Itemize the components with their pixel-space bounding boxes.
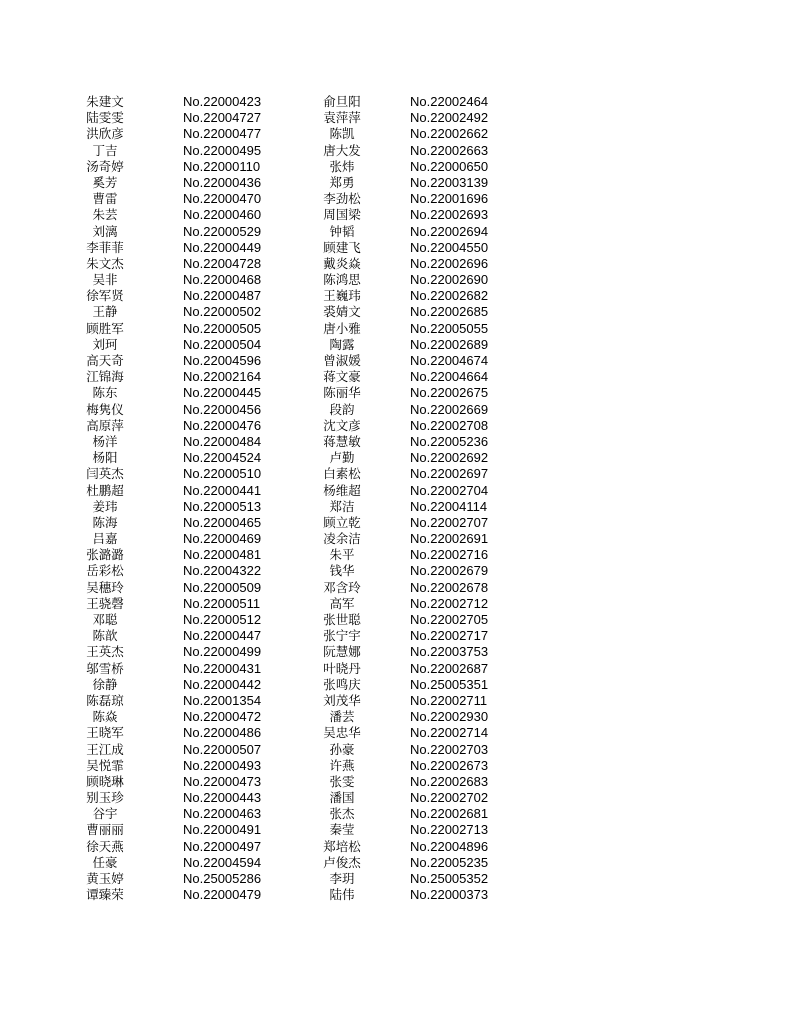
person-name-left: 奚芳	[92, 174, 118, 190]
person-name-left: 别玉珍	[86, 790, 124, 806]
member-number-left: No.22000473	[183, 773, 262, 789]
member-number-right: No.22002705	[410, 612, 489, 627]
table-row	[0, 563, 800, 579]
person-name-right: 白素松	[323, 466, 361, 482]
member-number-right: No.22002685	[410, 304, 489, 320]
member-number-right: No.22002717	[410, 628, 489, 644]
table-row	[0, 466, 800, 482]
member-number-right: No.22002692	[410, 450, 489, 466]
person-name-left: 吴穗玲	[86, 579, 124, 595]
person-name-right: 郑勇	[329, 174, 355, 190]
table-row	[0, 450, 800, 466]
table-row	[0, 887, 800, 903]
person-name-left: 梅隽仪	[86, 401, 124, 417]
member-number-right: No.22002492	[410, 110, 489, 126]
member-number-right: No.22005235	[410, 854, 489, 870]
person-name-left: 陈磊琼	[86, 692, 124, 708]
table-row	[0, 725, 800, 741]
member-number-left: No.22000493	[183, 757, 262, 773]
member-number-right: No.22002679	[410, 563, 489, 579]
table-row	[0, 110, 800, 126]
person-name-left: 陈东	[92, 385, 118, 401]
member-number-right: No.22001696	[410, 191, 489, 207]
person-name-right: 潘芸	[329, 709, 355, 725]
person-name-right: 曾淑媛	[323, 353, 361, 368]
person-name-left: 王骁磬	[86, 595, 124, 611]
person-name-right: 沈文彦	[323, 417, 361, 433]
person-name-right: 卢勤	[329, 450, 355, 466]
table-row	[0, 224, 800, 240]
table-row	[0, 822, 800, 838]
person-name-right: 段韵	[329, 401, 355, 417]
person-name-left: 杜鹏超	[86, 482, 124, 498]
person-name-right: 袁萍萍	[323, 110, 361, 126]
person-name-right: 朱平	[329, 547, 355, 563]
person-name-right: 顾立乾	[323, 514, 361, 530]
person-name-left: 吴悦霏	[86, 757, 124, 773]
table-row	[0, 628, 800, 644]
member-number-right: No.22004896	[410, 838, 489, 854]
member-number-left: No.22004728	[183, 255, 262, 271]
person-name-right: 孙豪	[329, 741, 355, 757]
person-name-left: 王江成	[86, 741, 124, 757]
table-row	[0, 580, 800, 596]
member-number-left: No.22000507	[183, 741, 262, 757]
person-name-right: 张世聪	[323, 612, 361, 627]
table-row	[0, 256, 800, 272]
table-row	[0, 709, 800, 725]
member-number-left: No.22000529	[183, 223, 262, 239]
person-name-right: 戴炎焱	[323, 255, 361, 271]
person-name-left: 刘漓	[92, 223, 118, 239]
table-row	[0, 612, 800, 628]
member-number-right: No.22002708	[410, 417, 489, 433]
person-name-right: 凌余洁	[323, 531, 361, 547]
member-number-left: No.22000497	[183, 838, 262, 854]
person-name-right: 钟韬	[329, 223, 355, 239]
member-number-left: No.22000460	[183, 207, 262, 223]
member-number-left: No.22000505	[183, 320, 262, 336]
member-number-left: No.22000110	[183, 158, 261, 174]
member-number-left: No.22000470	[183, 191, 262, 207]
person-name-left: 顾胜军	[86, 320, 124, 336]
table-row	[0, 321, 800, 337]
member-number-left: No.22000484	[183, 433, 262, 449]
member-number-left: No.22000436	[183, 174, 262, 190]
table-row	[0, 353, 800, 369]
table-row	[0, 337, 800, 353]
member-number-right: No.22002675	[410, 385, 489, 401]
person-name-right: 郑洁	[329, 498, 355, 514]
member-number-left: No.22000499	[183, 644, 262, 660]
table-row	[0, 418, 800, 434]
table-row	[0, 191, 800, 207]
person-name-right: 李玥	[329, 871, 355, 886]
person-name-right: 蒋文豪	[323, 369, 361, 385]
member-number-right: No.22002702	[410, 790, 489, 806]
table-row	[0, 126, 800, 142]
member-number-left: No.22001354	[183, 692, 262, 708]
person-name-left: 吕嘉	[92, 531, 118, 547]
member-number-right: No.22002683	[410, 773, 489, 789]
person-name-left: 邬雪桥	[86, 660, 124, 676]
member-number-right: No.22002690	[410, 272, 489, 288]
member-number-left: No.22000495	[183, 142, 262, 158]
member-number-left: No.22000469	[183, 531, 262, 547]
member-number-left: No.22000502	[183, 304, 262, 320]
member-number-left: No.22004594	[183, 854, 262, 870]
person-name-left: 朱建文	[86, 94, 124, 109]
table-row	[0, 515, 800, 531]
member-number-right: No.22004114	[410, 498, 488, 514]
person-name-left: 李菲菲	[86, 239, 124, 255]
person-name-left: 顾晓琳	[86, 773, 124, 789]
person-name-left: 陈焱	[92, 709, 118, 725]
table-row	[0, 774, 800, 790]
member-number-left: No.22004524	[183, 450, 262, 466]
person-name-left: 曹丽丽	[86, 822, 124, 838]
person-name-left: 谷宇	[92, 806, 118, 822]
member-number-right: No.22005236	[410, 433, 489, 449]
member-number-right: No.22002681	[410, 806, 489, 822]
table-row	[0, 499, 800, 515]
person-name-right: 刘茂华	[323, 692, 361, 708]
member-number-left: No.22004596	[183, 353, 262, 368]
member-number-right: No.22002687	[410, 660, 489, 676]
person-name-right: 高军	[329, 595, 355, 611]
member-number-right: No.22004550	[410, 239, 489, 255]
member-number-right: No.22002703	[410, 741, 489, 757]
member-number-right: No.22004674	[410, 353, 489, 368]
member-number-left: No.22004322	[183, 563, 262, 579]
member-number-left: No.22000442	[183, 676, 262, 692]
person-name-right: 陈丽华	[323, 385, 361, 401]
member-number-right: No.22002696	[410, 255, 489, 271]
member-number-right: No.22003753	[410, 644, 489, 660]
table-row	[0, 240, 800, 256]
table-row	[0, 531, 800, 547]
member-number-left: No.22000445	[183, 385, 262, 401]
member-number-right: No.22004664	[410, 369, 489, 385]
member-number-right: No.22002707	[410, 514, 489, 530]
member-number-left: No.22000481	[183, 547, 262, 563]
table-row	[0, 434, 800, 450]
person-name-right: 陆伟	[329, 887, 355, 903]
person-name-right: 郑培松	[323, 838, 361, 854]
person-name-left: 曹雷	[92, 191, 118, 207]
person-name-left: 江锦海	[86, 369, 124, 385]
person-name-left: 朱芸	[92, 207, 118, 223]
person-name-right: 陶露	[329, 336, 355, 352]
person-name-left: 徐静	[92, 676, 118, 692]
person-name-left: 王静	[92, 304, 118, 320]
member-number-right: No.22002464	[410, 94, 489, 109]
member-number-right: No.22002930	[410, 709, 489, 725]
table-row	[0, 693, 800, 709]
person-name-right: 顾建飞	[323, 239, 361, 255]
member-number-right: No.22002669	[410, 401, 489, 417]
person-name-right: 张雯	[329, 773, 355, 789]
member-number-right: No.22002714	[410, 725, 489, 741]
person-name-right: 秦莹	[329, 822, 355, 838]
person-name-right: 杨维超	[323, 482, 361, 498]
member-number-left: No.22000511	[183, 595, 261, 611]
person-name-left: 高天奇	[86, 353, 124, 368]
member-number-right: No.22002694	[410, 223, 489, 239]
member-number-left: No.22000513	[183, 498, 262, 514]
member-number-left: No.25005286	[183, 871, 262, 886]
person-name-right: 邓含玲	[323, 579, 361, 595]
person-name-left: 杨阳	[92, 450, 118, 466]
member-number-left: No.22000443	[183, 790, 262, 806]
person-name-right: 许燕	[329, 757, 355, 773]
table-row	[0, 742, 800, 758]
table-row	[0, 143, 800, 159]
member-number-left: No.22000491	[183, 822, 262, 838]
member-number-left: No.22000447	[183, 628, 262, 644]
person-name-left: 黄玉婷	[86, 871, 124, 886]
table-row	[0, 596, 800, 612]
member-number-left: No.22000431	[183, 660, 262, 676]
person-name-right: 张鸣庆	[323, 676, 361, 692]
member-number-left: No.22000465	[183, 514, 262, 530]
person-name-left: 丁吉	[92, 142, 118, 158]
person-name-right: 卢俊杰	[323, 854, 361, 870]
table-row	[0, 288, 800, 304]
member-number-left: No.22000512	[183, 612, 262, 627]
person-name-left: 吴非	[92, 272, 118, 288]
member-number-left: No.22000509	[183, 579, 262, 595]
member-number-left: No.22000479	[183, 887, 262, 903]
table-row	[0, 207, 800, 223]
member-number-right: No.22005055	[410, 320, 489, 336]
person-name-left: 闫英杰	[86, 466, 124, 482]
member-number-left: No.22000463	[183, 806, 262, 822]
table-row	[0, 402, 800, 418]
person-name-right: 阮慧娜	[323, 644, 361, 660]
person-name-right: 张炜	[329, 158, 355, 174]
person-name-right: 钱华	[329, 563, 355, 579]
member-number-right: No.22000373	[410, 887, 489, 903]
person-name-left: 张潞潞	[86, 547, 124, 563]
table-row	[0, 855, 800, 871]
table-row	[0, 790, 800, 806]
member-number-left: No.22000486	[183, 725, 262, 741]
member-number-right: No.22002691	[410, 531, 489, 547]
member-number-right: No.22002711	[410, 692, 488, 708]
member-number-left: No.22000423	[183, 94, 262, 109]
member-number-left: No.22000476	[183, 417, 262, 433]
table-row	[0, 547, 800, 563]
person-name-left: 谭臻荣	[86, 887, 124, 903]
member-number-left: No.22000510	[183, 466, 262, 482]
member-number-left: No.22000472	[183, 709, 262, 725]
person-name-left: 朱文杰	[86, 255, 124, 271]
table-row	[0, 758, 800, 774]
person-name-left: 刘珂	[92, 336, 118, 352]
person-name-left: 陈歆	[92, 628, 118, 644]
person-name-left: 陈海	[92, 514, 118, 530]
member-number-right: No.22002697	[410, 466, 489, 482]
member-number-right: No.22002704	[410, 482, 489, 498]
person-name-right: 潘国	[329, 790, 355, 806]
member-number-left: No.22000441	[183, 482, 262, 498]
person-name-left: 岳彩松	[86, 563, 124, 579]
member-number-right: No.25005352	[410, 871, 489, 886]
member-number-right: No.25005351	[410, 676, 489, 692]
person-name-left: 徐军贤	[86, 288, 124, 304]
table-row	[0, 94, 800, 110]
member-number-right: No.22002712	[410, 595, 489, 611]
table-row	[0, 661, 800, 677]
member-number-left: No.22000468	[183, 272, 262, 288]
table-row	[0, 644, 800, 660]
member-number-right: No.22002689	[410, 336, 489, 352]
member-number-right: No.22003139	[410, 174, 489, 190]
person-name-right: 王巍玮	[323, 288, 361, 304]
person-name-right: 陈凯	[329, 126, 355, 142]
table-row	[0, 677, 800, 693]
person-name-right: 张杰	[329, 806, 355, 822]
member-number-left: No.22004727	[183, 110, 262, 126]
table-row	[0, 483, 800, 499]
person-name-right: 李劲松	[323, 191, 361, 207]
table-row	[0, 159, 800, 175]
table-row	[0, 871, 800, 887]
table-row	[0, 385, 800, 401]
member-number-right: No.22002713	[410, 822, 489, 838]
person-name-right: 裘婧文	[323, 304, 361, 320]
person-name-left: 王晓军	[86, 725, 124, 741]
member-number-left: No.22000449	[183, 239, 262, 255]
person-name-left: 王英杰	[86, 644, 124, 660]
person-name-right: 张宁宇	[323, 628, 361, 644]
person-name-right: 周国梁	[323, 207, 361, 223]
member-number-right: No.22002693	[410, 207, 489, 223]
person-name-right: 蒋慧敏	[323, 433, 361, 449]
table-row	[0, 175, 800, 191]
member-number-right: No.22002662	[410, 126, 489, 142]
member-number-right: No.22002673	[410, 757, 489, 773]
person-name-left: 洪欣彦	[86, 126, 124, 142]
person-name-left: 杨洋	[92, 433, 118, 449]
person-name-left: 汤奇婷	[86, 158, 124, 174]
person-name-right: 唐小雅	[323, 320, 361, 336]
roster-table	[0, 94, 800, 903]
table-row	[0, 839, 800, 855]
person-name-right: 俞旦阳	[323, 94, 361, 109]
member-number-right: No.22000650	[410, 158, 489, 174]
table-row	[0, 272, 800, 288]
member-number-right: No.22002663	[410, 142, 489, 158]
person-name-left: 陆雯雯	[86, 110, 124, 126]
member-number-right: No.22002678	[410, 579, 489, 595]
person-name-right: 陈鸿思	[323, 272, 361, 288]
member-number-left: No.22000504	[183, 336, 262, 352]
person-name-right: 吴忠华	[323, 725, 361, 741]
member-number-right: No.22002716	[410, 547, 489, 563]
member-number-left: No.22000487	[183, 288, 262, 304]
table-row	[0, 304, 800, 320]
person-name-left: 徐天燕	[86, 838, 124, 854]
person-name-right: 叶晓丹	[323, 660, 361, 676]
person-name-left: 高原萍	[86, 417, 124, 433]
person-name-left: 姜玮	[92, 498, 118, 514]
person-name-left: 任豪	[92, 854, 118, 870]
member-number-left: No.22000456	[183, 401, 262, 417]
person-name-right: 唐大发	[323, 142, 361, 158]
member-number-left: No.22000477	[183, 126, 262, 142]
person-name-left: 邓聪	[92, 612, 118, 627]
member-number-left: No.22002164	[183, 369, 262, 385]
member-number-right: No.22002682	[410, 288, 489, 304]
table-row	[0, 369, 800, 385]
table-row	[0, 806, 800, 822]
